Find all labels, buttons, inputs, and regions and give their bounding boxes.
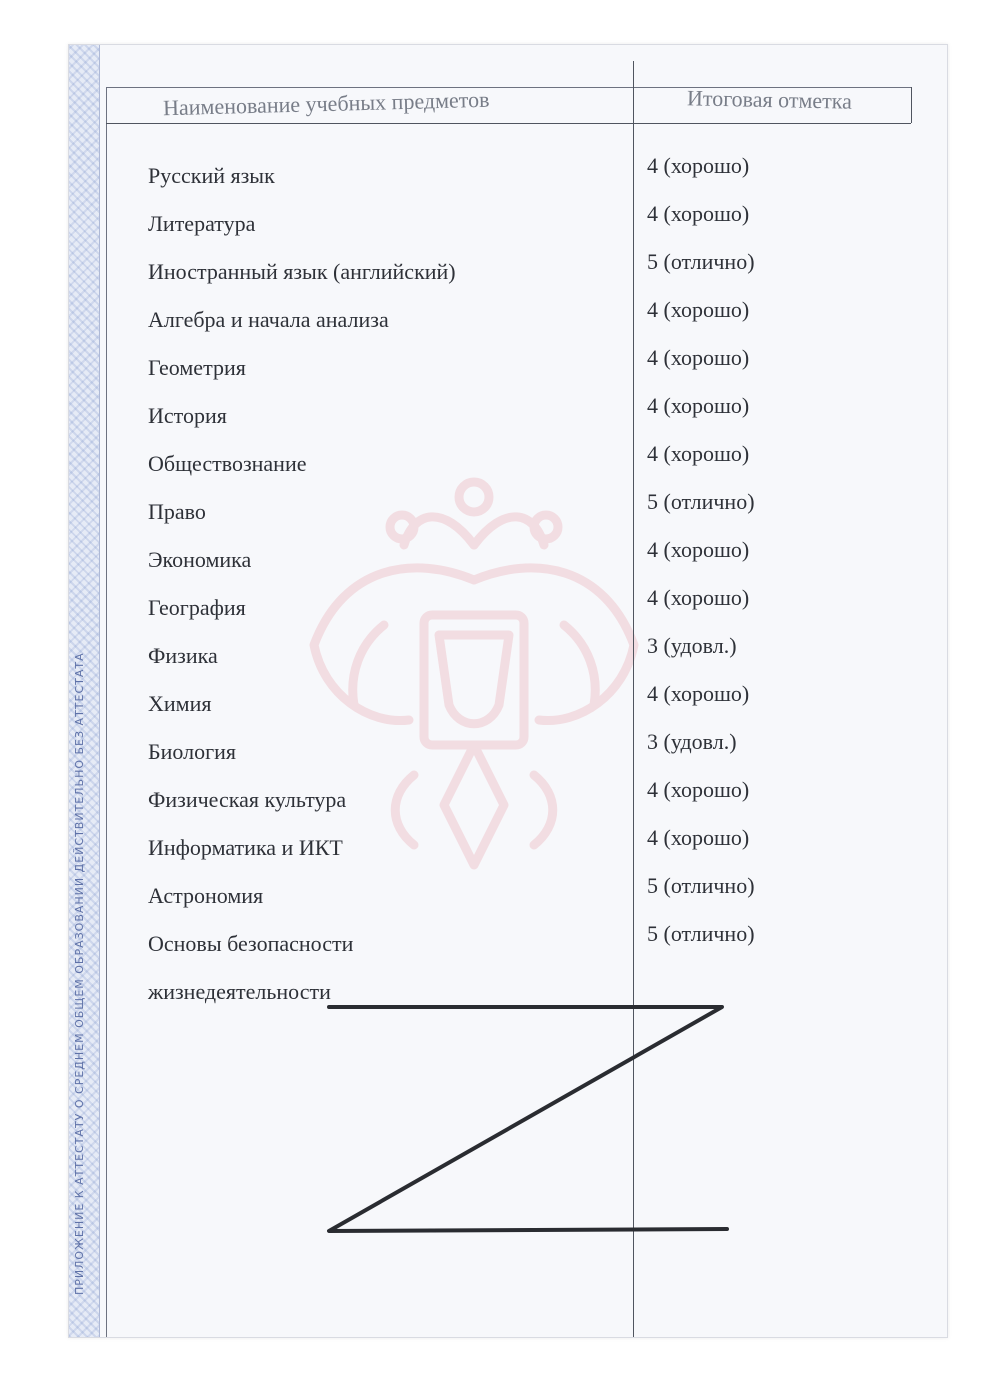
header-right-border	[911, 87, 912, 123]
table-row	[69, 537, 947, 587]
table-row	[69, 201, 947, 251]
grade-value: 5 (отлично)	[647, 873, 755, 898]
table-row	[69, 393, 947, 443]
table-row	[69, 681, 947, 731]
border-strip-text: ПРИЛОЖЕНИЕ К АТТЕСТАТУ О СРЕДНЕМ ОБЩЕМ ОБРАЗОВАНИИ ДЕЙСТВИТЕЛЬНО БЕЗ АТТЕСТАТА	[73, 652, 86, 1295]
table-row	[69, 489, 947, 539]
subject-name: Иностранный язык (английский)	[148, 259, 456, 284]
table-row	[69, 249, 947, 299]
subject-name: Информатика и ИКТ	[148, 835, 343, 860]
grade-value: 4 (хорошо)	[647, 201, 750, 226]
subject-name: Биология	[148, 739, 237, 764]
grade-value: 4 (хорошо)	[647, 393, 750, 418]
subject-name: Физическая культура	[148, 787, 347, 812]
table-row	[69, 345, 947, 395]
table-row	[69, 873, 947, 923]
grade-value: 4 (хорошо)	[647, 153, 750, 178]
table-row	[69, 633, 947, 683]
grade-column-header: Итоговая отметка	[686, 85, 853, 114]
subject-name: Физика	[148, 643, 218, 668]
table-row	[69, 729, 947, 779]
subject-name: Астрономия	[148, 883, 264, 908]
subject-name: Геометрия	[148, 355, 246, 380]
grade-value: 4 (хорошо)	[647, 537, 750, 562]
header-separator	[106, 123, 911, 124]
subject-name: География	[148, 595, 246, 620]
grade-value: 3 (удовл.)	[647, 633, 737, 658]
grade-value: 5 (отлично)	[647, 921, 755, 946]
table-row	[69, 585, 947, 635]
subject-name: Экономика	[148, 547, 252, 572]
subject-name: жизнедеятельности	[148, 979, 331, 1004]
table-row	[69, 441, 947, 491]
table-row	[69, 297, 947, 347]
table-row	[69, 153, 947, 203]
grade-value: 5 (отлично)	[647, 249, 755, 274]
subject-name: Литература	[148, 211, 256, 236]
subject-column-header: Наименование учебных предметов	[162, 86, 490, 121]
grade-value: 4 (хорошо)	[647, 345, 750, 370]
blank-space-z-mark	[327, 1005, 737, 1261]
subject-name: История	[148, 403, 227, 428]
certificate-appendix-page	[68, 44, 948, 1338]
grade-value: 4 (хорошо)	[647, 441, 750, 466]
grade-value: 5 (отлично)	[647, 489, 755, 514]
table-row	[69, 777, 947, 827]
table-row	[69, 921, 947, 971]
grade-value: 3 (удовл.)	[647, 729, 737, 754]
subject-name: Обществознание	[148, 451, 307, 476]
subject-name: Основы безопасности	[148, 931, 354, 956]
subject-name: Химия	[148, 691, 212, 716]
grade-value: 4 (хорошо)	[647, 777, 750, 802]
grade-value: 4 (хорошо)	[647, 297, 750, 322]
grade-value: 4 (хорошо)	[647, 585, 750, 610]
subject-name: Русский язык	[148, 163, 275, 188]
grade-value: 4 (хорошо)	[647, 681, 750, 706]
grade-value: 4 (хорошо)	[647, 825, 750, 850]
table-row	[69, 825, 947, 875]
subject-name: Право	[148, 499, 206, 524]
subject-name: Алгебра и начала анализа	[148, 307, 389, 332]
